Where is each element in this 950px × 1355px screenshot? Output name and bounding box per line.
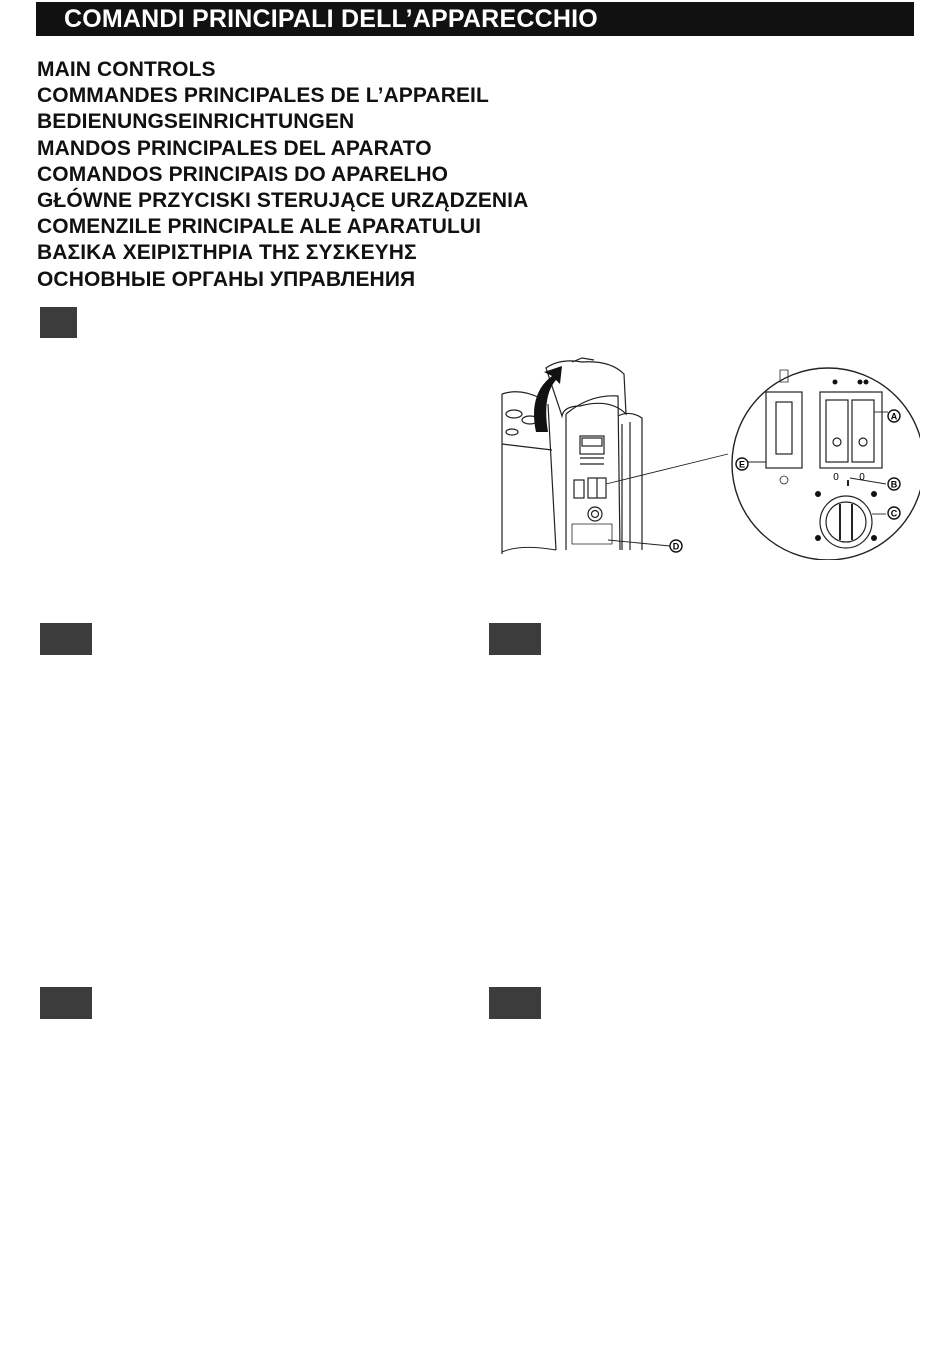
controls-illustration xyxy=(500,354,920,560)
language-flag-box xyxy=(40,623,92,655)
title-french: COMMANDES PRINCIPALES DE L’APPAREIL xyxy=(37,84,489,108)
title-russian: ОСНОВНЫЕ ОРГАНЫ УПРАВЛЕНИЯ xyxy=(37,267,416,291)
switch-zero-left: 0 xyxy=(833,472,839,483)
svg-text:A: A xyxy=(890,411,898,422)
language-flag-box xyxy=(489,987,541,1019)
callout-c xyxy=(888,507,900,519)
language-flag-box xyxy=(40,307,77,338)
title-spanish: MANDOS PRINCIPALES DEL APARATO xyxy=(37,136,432,160)
language-flag-box xyxy=(40,987,92,1019)
title-english: MAIN CONTROLS xyxy=(37,58,216,81)
callout-b xyxy=(888,478,900,490)
svg-text:E: E xyxy=(738,459,746,470)
svg-text:B: B xyxy=(890,479,898,490)
callout-a xyxy=(888,410,900,422)
translated-titles xyxy=(37,57,528,293)
svg-text:D: D xyxy=(672,541,680,552)
title-greek: ΒΑΣΙΚΑ ΧΕΙΡΙΣΤΗΡΙΑ ΤΗΣ ΣΥΣΚΕΥΗΣ xyxy=(37,241,417,265)
callout-d xyxy=(670,540,682,552)
title-romanian: COMENZILE PRINCIPALE ALE APARATULUI xyxy=(37,215,482,239)
language-flag-box xyxy=(489,623,541,655)
svg-text:C: C xyxy=(890,508,898,519)
title-german: BEDIENUNGSEINRICHTUNGEN xyxy=(37,110,355,134)
callout-e xyxy=(736,458,748,470)
page-title: COMANDI PRINCIPALI DELL’APPARECCHIO xyxy=(36,2,914,36)
switch-zero-right: 0 xyxy=(859,472,865,483)
title-portuguese: COMANDOS PRINCIPAIS DO APARELHO xyxy=(37,162,449,186)
title-polish: GŁÓWNE PRZYCISKI STERUJĄCE URZĄDZENIA xyxy=(37,189,529,213)
